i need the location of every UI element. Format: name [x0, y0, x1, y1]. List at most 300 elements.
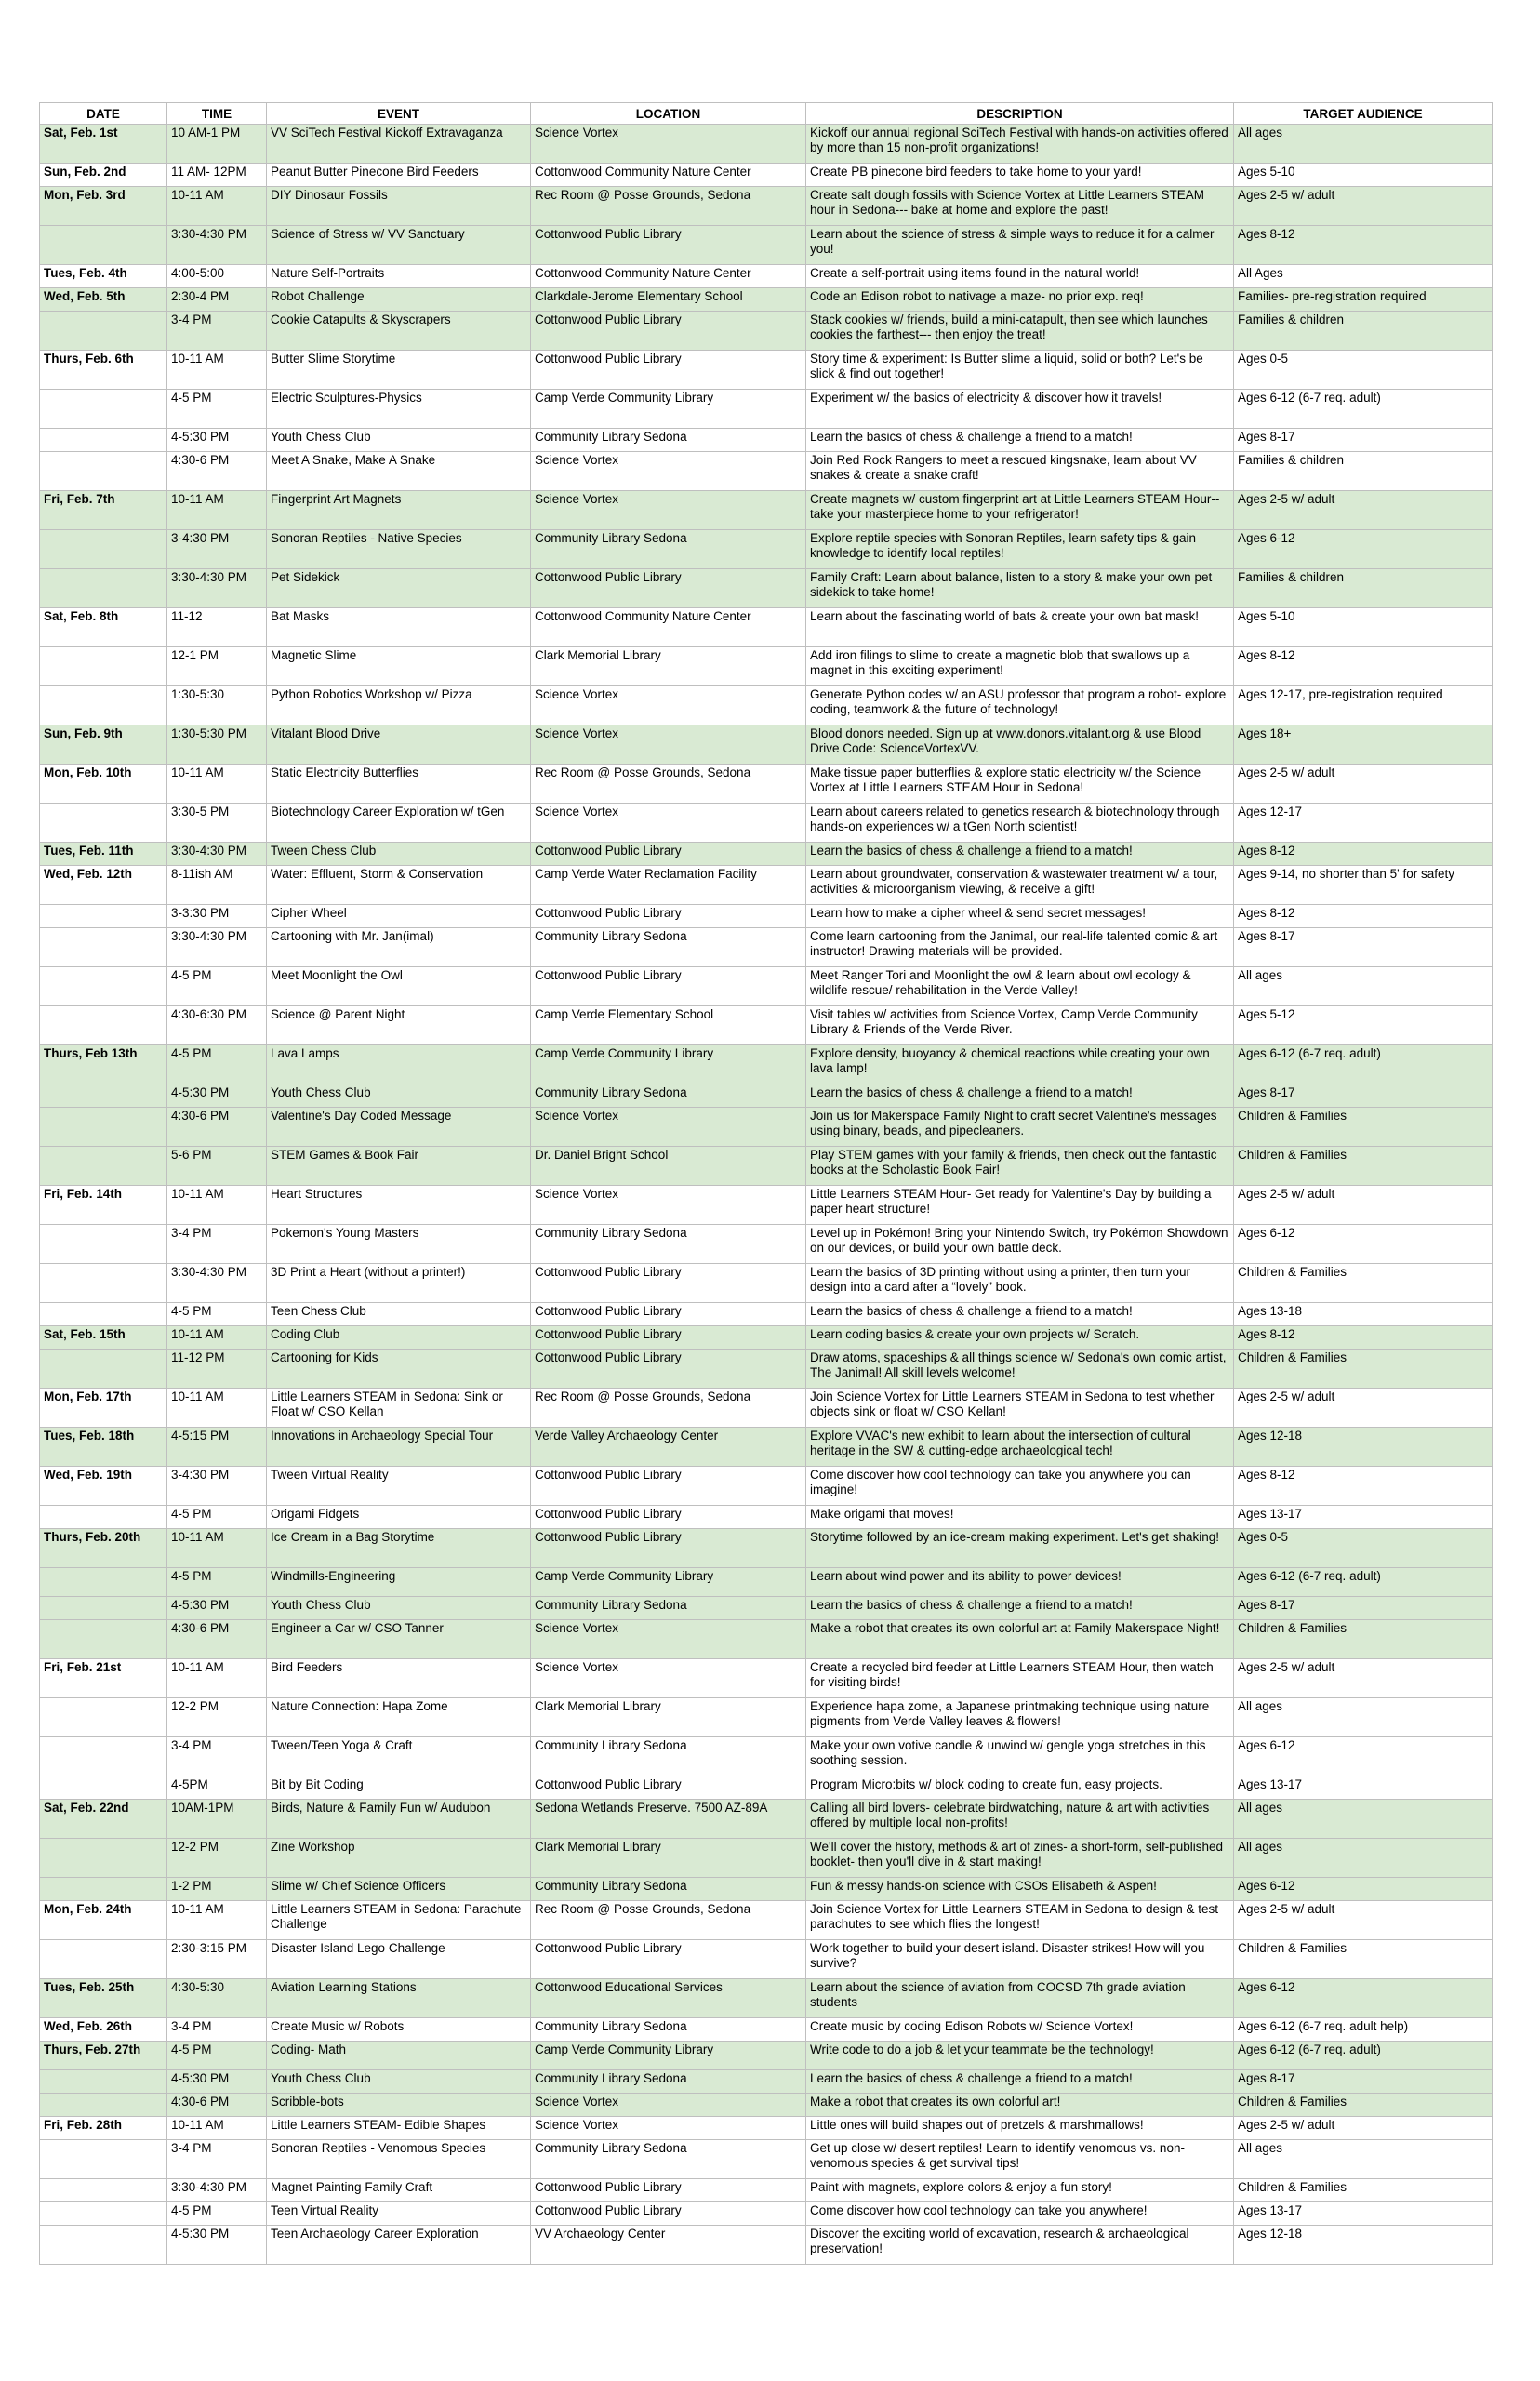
cell-location: Rec Room @ Posse Grounds, Sedona	[531, 1901, 806, 1940]
cell-time: 10-11 AM	[167, 1326, 267, 1350]
cell-date	[40, 530, 167, 569]
table-row	[40, 928, 1493, 967]
cell-location: Cottonwood Public Library	[531, 1529, 806, 1568]
cell-description: Explore VVAC's new exhibit to learn about the intersection of cultural heritage in the SW & cutting-edge archaeological tech!	[806, 1428, 1234, 1467]
cell-location: Cottonwood Public Library	[531, 1776, 806, 1800]
cell-location: Community Library Sedona	[531, 1225, 806, 1264]
cell-description: Paint with magnets, explore colors & enjoy a fun story!	[806, 2179, 1234, 2202]
cell-event: Pokemon's Young Masters	[267, 1225, 531, 1264]
cell-audience: Ages 12-18	[1234, 1428, 1493, 1467]
cell-date	[40, 1084, 167, 1108]
table-row	[40, 905, 1493, 928]
cell-description: Create salt dough fossils with Science Vortex at Little Learners STEAM hour in Sedona--- bake at home and explore the past!	[806, 187, 1234, 226]
cell-event: Zine Workshop	[267, 1839, 531, 1878]
cell-description: Learn the basics of chess & challenge a friend to a match!	[806, 1597, 1234, 1620]
table-row	[40, 1006, 1493, 1045]
table-row	[40, 452, 1493, 491]
cell-description: Learn about careers related to genetics research & biotechnology through hands-on experiences w/ a tGen North scientist!	[806, 804, 1234, 843]
cell-description: Level up in Pokémon! Bring your Nintendo Switch, try Pokémon Showdown on our devices, or build your own battle deck.	[806, 1225, 1234, 1264]
table-row	[40, 1264, 1493, 1303]
table-row	[40, 1303, 1493, 1326]
table-row	[40, 1428, 1493, 1467]
cell-event: Disaster Island Lego Challenge	[267, 1940, 531, 1979]
cell-event: Python Robotics Workshop w/ Pizza	[267, 686, 531, 725]
cell-location: Clarkdale-Jerome Elementary School	[531, 288, 806, 312]
table-row	[40, 804, 1493, 843]
cell-location: Cottonwood Public Library	[531, 1303, 806, 1326]
cell-date	[40, 1839, 167, 1878]
cell-description: Learn how to make a cipher wheel & send secret messages!	[806, 905, 1234, 928]
cell-location: Community Library Sedona	[531, 1597, 806, 1620]
cell-event: Teen Chess Club	[267, 1303, 531, 1326]
cell-time: 10-11 AM	[167, 351, 267, 390]
cell-date: Sat, Feb. 1st	[40, 125, 167, 164]
events-table	[39, 102, 1493, 2265]
cell-date: Sat, Feb. 22nd	[40, 1800, 167, 1839]
table-row	[40, 843, 1493, 866]
cell-audience: Children & Families	[1234, 1620, 1493, 1659]
cell-event: Cipher Wheel	[267, 905, 531, 928]
header-time: TIME	[167, 103, 267, 125]
cell-description: Little ones will build shapes out of pretzels & marshmallows!	[806, 2117, 1234, 2140]
cell-audience: Ages 6-12 (6-7 req. adult)	[1234, 1568, 1493, 1597]
cell-description: Experience hapa zome, a Japanese printmaking technique using nature pigments from Verde Valley leaves & flowers!	[806, 1698, 1234, 1737]
cell-event: STEM Games & Book Fair	[267, 1147, 531, 1186]
cell-description: Come learn cartooning from the Janimal, our real-life talented comic & art instructor! Drawing materials will be provided.	[806, 928, 1234, 967]
cell-audience: Families & children	[1234, 569, 1493, 608]
cell-event: Youth Chess Club	[267, 2070, 531, 2094]
cell-event: Bit by Bit Coding	[267, 1776, 531, 1800]
cell-description: Little Learners STEAM Hour- Get ready for Valentine's Day by building a paper heart structure!	[806, 1186, 1234, 1225]
cell-event: Water: Effluent, Storm & Conservation	[267, 866, 531, 905]
cell-date	[40, 390, 167, 429]
cell-description: Create magnets w/ custom fingerprint art at Little Learners STEAM Hour-- take your masterpiece home to your refrigerator!	[806, 491, 1234, 530]
cell-location: Camp Verde Community Library	[531, 390, 806, 429]
cell-time: 4-5PM	[167, 1776, 267, 1800]
cell-event: Nature Connection: Hapa Zome	[267, 1698, 531, 1737]
cell-audience: Ages 8-17	[1234, 928, 1493, 967]
cell-location: Camp Verde Community Library	[531, 1568, 806, 1597]
table-row	[40, 1878, 1493, 1901]
cell-time: 10-11 AM	[167, 187, 267, 226]
cell-audience: Ages 6-12 (6-7 req. adult)	[1234, 1045, 1493, 1084]
cell-time: 3-4 PM	[167, 1225, 267, 1264]
cell-description: We'll cover the history, methods & art of zines- a short-form, self-published booklet- then you'll dive in & start making!	[806, 1839, 1234, 1878]
cell-location: Cottonwood Public Library	[531, 1350, 806, 1389]
cell-location: Rec Room @ Posse Grounds, Sedona	[531, 1389, 806, 1428]
cell-location: Community Library Sedona	[531, 429, 806, 452]
table-row	[40, 530, 1493, 569]
cell-event: Create Music w/ Robots	[267, 2018, 531, 2042]
cell-date: Thurs, Feb. 20th	[40, 1529, 167, 1568]
cell-date	[40, 2140, 167, 2179]
cell-time: 4:30-6 PM	[167, 1620, 267, 1659]
table-row	[40, 967, 1493, 1006]
cell-time: 10-11 AM	[167, 1901, 267, 1940]
cell-event: Sonoran Reptiles - Native Species	[267, 530, 531, 569]
cell-time: 4-5 PM	[167, 390, 267, 429]
cell-location: VV Archaeology Center	[531, 2226, 806, 2265]
cell-date: Thurs, Feb 13th	[40, 1045, 167, 1084]
cell-time: 10-11 AM	[167, 1659, 267, 1698]
cell-audience: Ages 6-12	[1234, 1878, 1493, 1901]
cell-time: 2:30-4 PM	[167, 288, 267, 312]
cell-time: 3:30-4:30 PM	[167, 928, 267, 967]
table-row	[40, 1389, 1493, 1428]
cell-audience: All ages	[1234, 967, 1493, 1006]
cell-audience: All ages	[1234, 2140, 1493, 2179]
cell-time: 10-11 AM	[167, 1529, 267, 1568]
cell-audience: Children & Families	[1234, 1940, 1493, 1979]
cell-date	[40, 2226, 167, 2265]
cell-date: Wed, Feb. 19th	[40, 1467, 167, 1506]
cell-audience: All Ages	[1234, 265, 1493, 288]
cell-event: Coding- Math	[267, 2042, 531, 2070]
cell-event: Ice Cream in a Bag Storytime	[267, 1529, 531, 1568]
cell-event: Youth Chess Club	[267, 1597, 531, 1620]
cell-event: Aviation Learning Stations	[267, 1979, 531, 2018]
cell-audience: Ages 13-17	[1234, 1776, 1493, 1800]
cell-time: 1:30-5:30 PM	[167, 725, 267, 765]
cell-location: Community Library Sedona	[531, 530, 806, 569]
cell-description: Learn about the science of stress & simple ways to reduce it for a calmer you!	[806, 226, 1234, 265]
cell-event: Youth Chess Club	[267, 429, 531, 452]
cell-date	[40, 1776, 167, 1800]
cell-time: 4:00-5:00	[167, 265, 267, 288]
cell-location: Community Library Sedona	[531, 1737, 806, 1776]
table-row	[40, 187, 1493, 226]
cell-description: Join Red Rock Rangers to meet a rescued kingsnake, learn about VV snakes & create a snake craft!	[806, 452, 1234, 491]
cell-time: 10 AM-1 PM	[167, 125, 267, 164]
cell-time: 10-11 AM	[167, 765, 267, 804]
cell-audience: Ages 9-14, no shorter than 5' for safety	[1234, 866, 1493, 905]
cell-date: Wed, Feb. 12th	[40, 866, 167, 905]
cell-event: Windmills-Engineering	[267, 1568, 531, 1597]
cell-description: Family Craft: Learn about balance, listen to a story & make your own pet sidekick to take home!	[806, 569, 1234, 608]
cell-description: Learn the basics of chess & challenge a friend to a match!	[806, 2070, 1234, 2094]
cell-date	[40, 2070, 167, 2094]
cell-date	[40, 1620, 167, 1659]
cell-description: Visit tables w/ activities from Science Vortex, Camp Verde Community Library & Friends of the Verde River.	[806, 1006, 1234, 1045]
cell-event: Bat Masks	[267, 608, 531, 647]
cell-description: Learn coding basics & create your own projects w/ Scratch.	[806, 1326, 1234, 1350]
cell-description: Storytime followed by an ice-cream making experiment. Let's get shaking!	[806, 1529, 1234, 1568]
cell-date	[40, 569, 167, 608]
cell-time: 5-6 PM	[167, 1147, 267, 1186]
cell-description: Make a robot that creates its own colorful art!	[806, 2094, 1234, 2117]
cell-description: Create music by coding Edison Robots w/ Science Vortex!	[806, 2018, 1234, 2042]
table-row	[40, 1620, 1493, 1659]
cell-description: Make a robot that creates its own colorful art at Family Makerspace Night!	[806, 1620, 1234, 1659]
cell-audience: Ages 8-12	[1234, 1326, 1493, 1350]
cell-description: Learn the basics of chess & challenge a friend to a match!	[806, 843, 1234, 866]
cell-date: Mon, Feb. 24th	[40, 1901, 167, 1940]
table-row	[40, 125, 1493, 164]
cell-date: Tues, Feb. 25th	[40, 1979, 167, 2018]
cell-event: Tween Chess Club	[267, 843, 531, 866]
cell-location: Cottonwood Public Library	[531, 569, 806, 608]
cell-event: Meet Moonlight the Owl	[267, 967, 531, 1006]
cell-location: Camp Verde Community Library	[531, 2042, 806, 2070]
header-audience: TARGET AUDIENCE	[1234, 103, 1493, 125]
cell-location: Community Library Sedona	[531, 2070, 806, 2094]
cell-location: Cottonwood Public Library	[531, 843, 806, 866]
cell-event: Lava Lamps	[267, 1045, 531, 1084]
cell-time: 3-4 PM	[167, 2140, 267, 2179]
cell-time: 4-5:30 PM	[167, 2070, 267, 2094]
cell-description: Kickoff our annual regional SciTech Festival with hands-on activities offered by more than 15 non-profit organizations!	[806, 125, 1234, 164]
cell-event: VV SciTech Festival Kickoff Extravaganza	[267, 125, 531, 164]
cell-time: 3-3:30 PM	[167, 905, 267, 928]
cell-time: 10-11 AM	[167, 491, 267, 530]
cell-audience: Ages 8-12	[1234, 1467, 1493, 1506]
cell-audience: Ages 5-10	[1234, 608, 1493, 647]
cell-audience: Children & Families	[1234, 1108, 1493, 1147]
cell-date	[40, 686, 167, 725]
cell-description: Create PB pinecone bird feeders to take home to your yard!	[806, 164, 1234, 187]
cell-description: Work together to build your desert island. Disaster strikes! How will you survive?	[806, 1940, 1234, 1979]
cell-event: Cookie Catapults & Skyscrapers	[267, 312, 531, 351]
cell-location: Science Vortex	[531, 452, 806, 491]
table-row	[40, 1901, 1493, 1940]
cell-event: Magnetic Slime	[267, 647, 531, 686]
cell-audience: Ages 2-5 w/ adult	[1234, 1901, 1493, 1940]
cell-location: Science Vortex	[531, 804, 806, 843]
table-row	[40, 1326, 1493, 1350]
table-row	[40, 1776, 1493, 1800]
cell-location: Science Vortex	[531, 725, 806, 765]
cell-event: Tween/Teen Yoga & Craft	[267, 1737, 531, 1776]
cell-date	[40, 1006, 167, 1045]
cell-location: Science Vortex	[531, 125, 806, 164]
cell-date	[40, 1568, 167, 1597]
cell-audience: Ages 2-5 w/ adult	[1234, 1659, 1493, 1698]
cell-audience: Ages 13-18	[1234, 1303, 1493, 1326]
cell-date: Mon, Feb. 17th	[40, 1389, 167, 1428]
cell-event: Cartooning for Kids	[267, 1350, 531, 1389]
table-row	[40, 725, 1493, 765]
cell-description: Learn the basics of chess & challenge a friend to a match!	[806, 1084, 1234, 1108]
cell-date: Tues, Feb. 4th	[40, 265, 167, 288]
cell-time: 4:30-6 PM	[167, 1108, 267, 1147]
cell-event: Electric Sculptures-Physics	[267, 390, 531, 429]
cell-description: Calling all bird lovers- celebrate birdwatching, nature & art with activities offered by multiple local non-profits!	[806, 1800, 1234, 1839]
cell-event: Birds, Nature & Family Fun w/ Audubon	[267, 1800, 531, 1839]
cell-event: Little Learners STEAM in Sedona: Parachute Challenge	[267, 1901, 531, 1940]
cell-time: 1-2 PM	[167, 1878, 267, 1901]
cell-date: Sat, Feb. 8th	[40, 608, 167, 647]
cell-audience: All ages	[1234, 125, 1493, 164]
cell-location: Community Library Sedona	[531, 1878, 806, 1901]
cell-audience: Families & children	[1234, 312, 1493, 351]
cell-location: Community Library Sedona	[531, 2018, 806, 2042]
cell-event: Pet Sidekick	[267, 569, 531, 608]
cell-time: 10-11 AM	[167, 2117, 267, 2140]
table-row	[40, 390, 1493, 429]
cell-date	[40, 226, 167, 265]
cell-date	[40, 1147, 167, 1186]
cell-audience: Ages 12-17, pre-registration required	[1234, 686, 1493, 725]
cell-time: 10-11 AM	[167, 1389, 267, 1428]
cell-location: Sedona Wetlands Preserve. 7500 AZ-89A	[531, 1800, 806, 1839]
table-row	[40, 265, 1493, 288]
cell-location: Camp Verde Community Library	[531, 1045, 806, 1084]
table-row	[40, 1350, 1493, 1389]
cell-audience: Ages 2-5 w/ adult	[1234, 187, 1493, 226]
table-row	[40, 2117, 1493, 2140]
cell-location: Science Vortex	[531, 686, 806, 725]
cell-event: Heart Structures	[267, 1186, 531, 1225]
cell-time: 4-5 PM	[167, 1568, 267, 1597]
cell-date	[40, 1940, 167, 1979]
table-row	[40, 2094, 1493, 2117]
cell-date	[40, 2202, 167, 2226]
table-row	[40, 1737, 1493, 1776]
cell-audience: Ages 0-5	[1234, 351, 1493, 390]
cell-audience: Ages 8-17	[1234, 429, 1493, 452]
cell-date	[40, 2094, 167, 2117]
table-row	[40, 2140, 1493, 2179]
table-row	[40, 312, 1493, 351]
cell-audience: Ages 0-5	[1234, 1529, 1493, 1568]
table-row	[40, 226, 1493, 265]
cell-time: 3-4 PM	[167, 312, 267, 351]
cell-time: 11 AM- 12PM	[167, 164, 267, 187]
table-row	[40, 2226, 1493, 2265]
cell-time: 4:30-6 PM	[167, 452, 267, 491]
cell-event: Coding Club	[267, 1326, 531, 1350]
cell-location: Science Vortex	[531, 1659, 806, 1698]
cell-location: Cottonwood Public Library	[531, 2202, 806, 2226]
cell-description: Discover the exciting world of excavation, research & archaeological preservation!	[806, 2226, 1234, 2265]
cell-time: 3:30-4:30 PM	[167, 226, 267, 265]
cell-event: Little Learners STEAM- Edible Shapes	[267, 2117, 531, 2140]
cell-date	[40, 1698, 167, 1737]
cell-description: Fun & messy hands-on science with CSOs Elisabeth & Aspen!	[806, 1878, 1234, 1901]
cell-event: Butter Slime Storytime	[267, 351, 531, 390]
cell-audience: Ages 6-12 (6-7 req. adult)	[1234, 2042, 1493, 2070]
table-row	[40, 2042, 1493, 2070]
cell-location: Cottonwood Public Library	[531, 1264, 806, 1303]
cell-location: Cottonwood Public Library	[531, 905, 806, 928]
cell-audience: Ages 6-12	[1234, 1225, 1493, 1264]
cell-event: Sonoran Reptiles - Venomous Species	[267, 2140, 531, 2179]
cell-date: Fri, Feb. 7th	[40, 491, 167, 530]
cell-time: 3-4 PM	[167, 2018, 267, 2042]
cell-location: Verde Valley Archaeology Center	[531, 1428, 806, 1467]
cell-description: Blood donors needed. Sign up at www.donors.vitalant.org & use Blood Drive Code: ScienceVortexVV.	[806, 725, 1234, 765]
cell-time: 4-5:15 PM	[167, 1428, 267, 1467]
table-row	[40, 2070, 1493, 2094]
cell-event: Vitalant Blood Drive	[267, 725, 531, 765]
cell-audience: Ages 5-12	[1234, 1006, 1493, 1045]
cell-description: Meet Ranger Tori and Moonlight the owl & learn about owl ecology & wildlife rescue/ rehabilitation in the Verde Valley!	[806, 967, 1234, 1006]
cell-event: Innovations in Archaeology Special Tour	[267, 1428, 531, 1467]
cell-audience: Ages 13-17	[1234, 2202, 1493, 2226]
cell-event: Nature Self-Portraits	[267, 265, 531, 288]
cell-audience: All ages	[1234, 1800, 1493, 1839]
cell-location: Clark Memorial Library	[531, 1698, 806, 1737]
cell-description: Create a self-portrait using items found in the natural world!	[806, 265, 1234, 288]
cell-audience: Ages 12-17	[1234, 804, 1493, 843]
cell-event: Little Learners STEAM in Sedona: Sink or Float w/ CSO Kellan	[267, 1389, 531, 1428]
table-row	[40, 2179, 1493, 2202]
cell-audience: Ages 8-12	[1234, 905, 1493, 928]
cell-event: Static Electricity Butterflies	[267, 765, 531, 804]
cell-date	[40, 1597, 167, 1620]
cell-event: 3D Print a Heart (without a printer!)	[267, 1264, 531, 1303]
table-row	[40, 2202, 1493, 2226]
table-row	[40, 1108, 1493, 1147]
cell-time: 4-5:30 PM	[167, 429, 267, 452]
cell-audience: Families- pre-registration required	[1234, 288, 1493, 312]
cell-audience: Children & Families	[1234, 2094, 1493, 2117]
cell-time: 4:30-5:30	[167, 1979, 267, 2018]
cell-location: Science Vortex	[531, 1108, 806, 1147]
cell-location: Cottonwood Public Library	[531, 312, 806, 351]
cell-description: Learn about groundwater, conservation & wastewater treatment w/ a tour, activities & microorganism viewing, & receive a gift!	[806, 866, 1234, 905]
cell-description: Generate Python codes w/ an ASU professor that program a robot- explore coding, teamwork & the future of technology!	[806, 686, 1234, 725]
cell-date	[40, 1350, 167, 1389]
cell-location: Cottonwood Public Library	[531, 1467, 806, 1506]
cell-date	[40, 1737, 167, 1776]
cell-audience: Families & children	[1234, 452, 1493, 491]
header-row	[40, 103, 1493, 125]
cell-location: Cottonwood Community Nature Center	[531, 164, 806, 187]
cell-location: Camp Verde Water Reclamation Facility	[531, 866, 806, 905]
cell-location: Cottonwood Public Library	[531, 967, 806, 1006]
cell-time: 4-5:30 PM	[167, 1084, 267, 1108]
table-row	[40, 1467, 1493, 1506]
cell-time: 12-1 PM	[167, 647, 267, 686]
cell-time: 12-2 PM	[167, 1839, 267, 1878]
table-row	[40, 288, 1493, 312]
cell-location: Dr. Daniel Bright School	[531, 1147, 806, 1186]
cell-event: Cartooning with Mr. Jan(imal)	[267, 928, 531, 967]
cell-location: Science Vortex	[531, 1186, 806, 1225]
cell-audience: Ages 12-18	[1234, 2226, 1493, 2265]
table-row	[40, 1045, 1493, 1084]
cell-description: Join us for Makerspace Family Night to craft secret Valentine's messages using binary, beads, and pipecleaners.	[806, 1108, 1234, 1147]
table-row	[40, 647, 1493, 686]
cell-time: 3:30-4:30 PM	[167, 569, 267, 608]
cell-audience: Ages 8-12	[1234, 226, 1493, 265]
cell-location: Cottonwood Public Library	[531, 1940, 806, 1979]
cell-event: Fingerprint Art Magnets	[267, 491, 531, 530]
cell-audience: Children & Families	[1234, 1147, 1493, 1186]
cell-description: Explore reptile species with Sonoran Reptiles, learn safety tips & gain knowledge to identify local reptiles!	[806, 530, 1234, 569]
cell-description: Explore density, buoyancy & chemical reactions while creating your own lava lamp!	[806, 1045, 1234, 1084]
cell-event: Magnet Painting Family Craft	[267, 2179, 531, 2202]
table-row	[40, 1568, 1493, 1597]
cell-time: 4-5 PM	[167, 2202, 267, 2226]
cell-time: 4-5:30 PM	[167, 1597, 267, 1620]
cell-date	[40, 967, 167, 1006]
cell-date: Thurs, Feb. 27th	[40, 2042, 167, 2070]
cell-description: Join Science Vortex for Little Learners STEAM in Sedona to design & test parachutes to see which flies the longest!	[806, 1901, 1234, 1940]
cell-description: Program Micro:bits w/ block coding to create fun, easy projects.	[806, 1776, 1234, 1800]
cell-audience: Ages 6-12	[1234, 1979, 1493, 2018]
cell-event: Scribble-bots	[267, 2094, 531, 2117]
cell-date: Mon, Feb. 10th	[40, 765, 167, 804]
table-row	[40, 1800, 1493, 1839]
table-row	[40, 1659, 1493, 1698]
cell-audience: Ages 2-5 w/ adult	[1234, 491, 1493, 530]
cell-audience: Children & Families	[1234, 2179, 1493, 2202]
cell-description: Come discover how cool technology can take you anywhere!	[806, 2202, 1234, 2226]
cell-event: Origami Fidgets	[267, 1506, 531, 1529]
table-row	[40, 1529, 1493, 1568]
